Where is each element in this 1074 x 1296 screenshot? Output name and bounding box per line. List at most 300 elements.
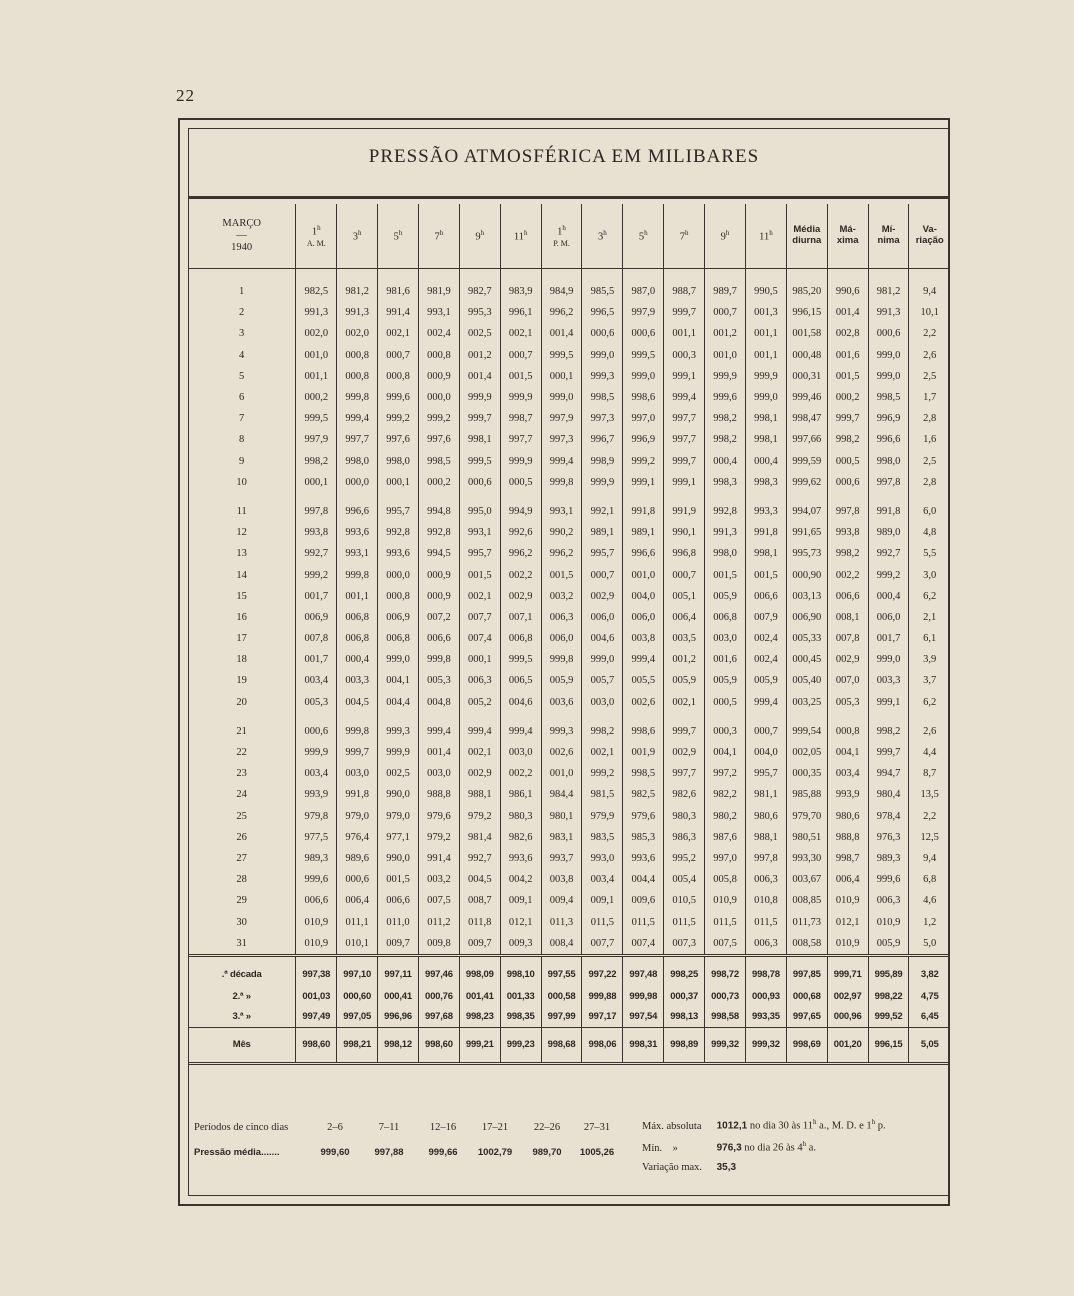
min-label-wrap: [642, 1143, 714, 1154]
day-cell: 6: [239, 392, 245, 404]
value-cell: 000,7: [745, 721, 786, 742]
value-cell: 991,8: [868, 501, 909, 522]
var-label: Variação max.: [642, 1162, 703, 1173]
value-cell: 985,88: [786, 784, 827, 805]
value-cell: 980,51: [786, 827, 827, 848]
value-cell: 012,1: [500, 911, 541, 932]
spacer-cell: [296, 713, 337, 721]
day-cell: 17: [236, 633, 247, 645]
value-cell: 991,3: [705, 522, 746, 543]
summary-value: 000,60: [337, 987, 378, 1007]
value-cell: 979,6: [418, 806, 459, 827]
hour-header: [418, 204, 459, 269]
value-cell: 999,4: [541, 451, 582, 472]
value-cell: 998,3: [745, 472, 786, 493]
min-sup: h: [802, 1140, 807, 1148]
value-cell: 006,3: [745, 933, 786, 956]
value-cell: 983,5: [582, 827, 623, 848]
value-cell: 001,4: [827, 302, 868, 323]
spacer-row: [188, 493, 950, 501]
minima-header-line2: nima: [877, 235, 900, 246]
value-cell: 000,1: [296, 472, 337, 493]
summary-value: 998,60: [418, 1027, 459, 1063]
table-body: [188, 269, 950, 1064]
value-cell: 997,3: [541, 429, 582, 450]
day-cell: 19: [236, 675, 247, 687]
value-cell: 001,0: [296, 345, 337, 366]
spacer-cell: [541, 493, 582, 501]
value-cell: 009,4: [541, 890, 582, 911]
table-row: [188, 670, 950, 691]
value-cell: 999,9: [705, 366, 746, 387]
value-cell: 991,3: [337, 302, 378, 323]
value-cell: 992,6: [500, 522, 541, 543]
hour-header: [378, 204, 419, 269]
value-cell: 009,7: [378, 933, 419, 956]
value-cell: 997,9: [623, 302, 664, 323]
period-label: 27–31: [583, 1122, 611, 1133]
summary-value: 997,10: [337, 955, 378, 987]
value-cell: 994,7: [868, 763, 909, 784]
day-cell: 1: [239, 286, 245, 298]
value-cell: 982,2: [705, 784, 746, 805]
value-cell: 998,5: [623, 763, 664, 784]
value-cell: 006,5: [500, 670, 541, 691]
value-cell: 999,4: [337, 408, 378, 429]
spacer-cell: [664, 493, 705, 501]
value-cell: 000,6: [582, 323, 623, 344]
day-cell: 16: [236, 611, 247, 623]
value-cell: 004,0: [745, 742, 786, 763]
spacer-cell: [827, 713, 868, 721]
hour-header: [459, 204, 500, 269]
value-cell: 005,40: [786, 670, 827, 691]
value-cell: 003,25: [786, 692, 827, 713]
value-cell: 999,6: [868, 869, 909, 890]
value-cell: 997,7: [664, 408, 705, 429]
value-cell: 993,8: [296, 522, 337, 543]
value-cell: 000,45: [786, 649, 827, 670]
min-mark: »: [672, 1142, 678, 1154]
summary-value: 998,10: [500, 955, 541, 987]
pressao-media-label: Pressão média.......: [194, 1147, 280, 1158]
value-cell: 010,1: [337, 933, 378, 956]
value-cell: 999,0: [868, 649, 909, 670]
value-cell: 011,2: [418, 911, 459, 932]
value-cell: 004,0: [623, 586, 664, 607]
value-cell: 000,2: [296, 387, 337, 408]
value-cell: 5,0: [909, 933, 950, 956]
value-cell: 002,9: [827, 649, 868, 670]
summary-value: 997,48: [623, 955, 664, 987]
summary-value: 001,20: [827, 1027, 868, 1063]
value-cell: 999,0: [541, 387, 582, 408]
spacer-row: [188, 269, 950, 282]
spacer-cell: [337, 269, 378, 282]
value-cell: 5,5: [909, 543, 950, 564]
summary-value: 999,21: [459, 1027, 500, 1063]
value-cell: 999,2: [418, 408, 459, 429]
value-cell: 005,9: [664, 670, 705, 691]
value-cell: 995,73: [786, 543, 827, 564]
max-label: Máx. absoluta: [642, 1120, 702, 1132]
value-cell: 000,4: [745, 451, 786, 472]
value-cell: 999,9: [500, 451, 541, 472]
spacer-cell: [459, 269, 500, 282]
value-cell: 007,9: [745, 607, 786, 628]
hour-sup: h: [644, 228, 648, 237]
value-cell: 000,1: [459, 649, 500, 670]
spacer-cell: [459, 713, 500, 721]
value-cell: 006,3: [868, 890, 909, 911]
spacer-cell: [459, 493, 500, 501]
value-cell: 993,6: [378, 543, 419, 564]
value-cell: 001,7: [296, 649, 337, 670]
period-pressure-value: 999,60: [320, 1147, 350, 1158]
maxima-header: [827, 204, 868, 269]
value-cell: 1,7: [909, 387, 950, 408]
min-text: no dia 26 às 4: [744, 1142, 803, 1154]
value-cell: 998,9: [582, 451, 623, 472]
value-cell: 998,2: [296, 451, 337, 472]
value-cell: 000,7: [500, 345, 541, 366]
value-cell: 999,8: [337, 387, 378, 408]
value-cell: 977,5: [296, 827, 337, 848]
value-cell: 999,7: [664, 721, 705, 742]
value-cell: 999,7: [827, 408, 868, 429]
value-cell: 996,8: [664, 543, 705, 564]
value-cell: 999,7: [337, 742, 378, 763]
value-cell: 999,5: [541, 345, 582, 366]
value-cell: 980,3: [500, 806, 541, 827]
table-row: [188, 869, 950, 890]
value-cell: 001,5: [378, 869, 419, 890]
value-cell: 980,4: [868, 784, 909, 805]
summary-value: 998,22: [868, 987, 909, 1007]
value-cell: 990,2: [541, 522, 582, 543]
summary-value: 999,23: [500, 1027, 541, 1063]
value-cell: 010,8: [745, 890, 786, 911]
value-cell: 006,8: [337, 607, 378, 628]
value-cell: 997,66: [786, 429, 827, 450]
value-cell: 999,7: [664, 451, 705, 472]
value-cell: 988,1: [745, 827, 786, 848]
value-cell: 988,8: [418, 784, 459, 805]
value-cell: 993,1: [459, 522, 500, 543]
value-cell: 005,3: [827, 692, 868, 713]
value-cell: 002,9: [582, 586, 623, 607]
value-cell: 998,0: [378, 451, 419, 472]
value-cell: 005,9: [745, 670, 786, 691]
hour-sup: h: [439, 228, 444, 237]
day-cell: 14: [236, 569, 247, 581]
value-cell: 006,9: [378, 607, 419, 628]
value-cell: 999,6: [705, 387, 746, 408]
value-cell: 980,1: [541, 806, 582, 827]
value-cell: 983,9: [500, 281, 541, 302]
spacer-cell: [418, 493, 459, 501]
value-cell: 989,3: [868, 848, 909, 869]
value-cell: 984,4: [541, 784, 582, 805]
value-cell: 999,0: [868, 345, 909, 366]
value-cell: 999,9: [459, 387, 500, 408]
day-cell: 21: [236, 725, 247, 737]
value-cell: 998,1: [745, 408, 786, 429]
value-cell: 011,5: [623, 911, 664, 932]
value-cell: 981,9: [418, 281, 459, 302]
value-cell: 980,3: [664, 806, 705, 827]
value-cell: 004,1: [378, 670, 419, 691]
value-cell: 986,3: [664, 827, 705, 848]
value-cell: 990,0: [378, 848, 419, 869]
value-cell: 999,5: [623, 345, 664, 366]
value-cell: 981,5: [582, 784, 623, 805]
decade-summary-row: [188, 987, 950, 1007]
summary-value: 997,68: [418, 1007, 459, 1028]
summary-value: 997,17: [582, 1007, 623, 1028]
spacer-cell: [418, 269, 459, 282]
value-cell: 998,2: [868, 721, 909, 742]
value-cell: 004,8: [418, 692, 459, 713]
table-row: [188, 345, 950, 366]
summary-value: 998,31: [623, 1027, 664, 1063]
value-cell: 993,7: [541, 848, 582, 869]
summary-value: 001,41: [459, 987, 500, 1007]
value-cell: 979,2: [459, 806, 500, 827]
value-cell: 987,0: [623, 281, 664, 302]
summary-value: 999,71: [827, 955, 868, 987]
value-cell: 006,8: [705, 607, 746, 628]
value-cell: 2,5: [909, 366, 950, 387]
day-cell: 7: [239, 413, 245, 425]
value-cell: 002,4: [418, 323, 459, 344]
day-cell: 28: [236, 874, 247, 886]
summary-value: 998,60: [296, 1027, 337, 1063]
minima-header: [868, 204, 909, 269]
value-cell: 001,1: [745, 345, 786, 366]
value-cell: 999,5: [500, 649, 541, 670]
day-cell: 5: [239, 370, 245, 382]
day-cell: 12: [236, 527, 247, 539]
value-cell: 996,5: [582, 302, 623, 323]
value-cell: 995,7: [378, 501, 419, 522]
value-cell: 010,9: [705, 890, 746, 911]
value-cell: 982,6: [664, 784, 705, 805]
spacer-cell: [541, 269, 582, 282]
value-cell: 001,1: [337, 586, 378, 607]
value-cell: 997,6: [418, 429, 459, 450]
spacer-cell: [623, 713, 664, 721]
value-cell: 006,90: [786, 607, 827, 628]
value-cell: 003,3: [868, 670, 909, 691]
hour-label: 11: [759, 231, 770, 243]
value-cell: 001,0: [623, 564, 664, 585]
value-cell: 979,70: [786, 806, 827, 827]
summary-value: 999,52: [868, 1007, 909, 1028]
value-cell: 005,2: [459, 692, 500, 713]
month-label: MARÇO: [222, 217, 261, 229]
day-cell: 26: [236, 831, 247, 843]
value-cell: 993,1: [337, 543, 378, 564]
max-sup: h: [813, 1118, 817, 1126]
summary-label: .ª década: [188, 955, 296, 987]
value-cell: 007,1: [500, 607, 541, 628]
value-cell: 996,6: [868, 429, 909, 450]
value-cell: 005,9: [541, 670, 582, 691]
value-cell: 995,7: [459, 543, 500, 564]
value-cell: 992,8: [418, 522, 459, 543]
value-cell: 1,6: [909, 429, 950, 450]
value-cell: 999,4: [623, 649, 664, 670]
value-cell: 4,6: [909, 890, 950, 911]
value-cell: 999,3: [541, 721, 582, 742]
value-cell: 997,6: [378, 429, 419, 450]
summary-value: 998,78: [745, 955, 786, 987]
value-cell: 993,30: [786, 848, 827, 869]
day-cell: 9: [239, 455, 245, 467]
value-cell: 003,5: [664, 628, 705, 649]
summary-value: 001,03: [296, 987, 337, 1007]
value-cell: 005,1: [664, 586, 705, 607]
table-row: [188, 472, 950, 493]
value-cell: 991,4: [418, 848, 459, 869]
value-cell: 007,0: [827, 670, 868, 691]
value-cell: 991,8: [337, 784, 378, 805]
period-label: 7–11: [378, 1122, 400, 1133]
var-value: 35,3: [716, 1162, 737, 1173]
value-cell: 998,1: [745, 543, 786, 564]
day-cell: 3: [239, 328, 245, 340]
value-cell: 998,1: [745, 429, 786, 450]
value-cell: 002,9: [500, 586, 541, 607]
value-cell: 005,3: [418, 670, 459, 691]
day-cell: 24: [236, 789, 247, 801]
spacer-cell: [541, 713, 582, 721]
value-cell: 999,9: [745, 366, 786, 387]
period-label: 2–6: [327, 1122, 343, 1133]
value-cell: 006,0: [582, 607, 623, 628]
value-cell: 984,9: [541, 281, 582, 302]
value-cell: 982,6: [500, 827, 541, 848]
value-cell: 007,4: [623, 933, 664, 956]
value-cell: 999,7: [868, 742, 909, 763]
year-label: 1940: [231, 242, 253, 254]
min-text-b: a.: [808, 1142, 817, 1154]
spacer-cell: [582, 269, 623, 282]
spacer-cell: [337, 493, 378, 501]
value-cell: 998,5: [868, 387, 909, 408]
max-absoluta: [642, 1118, 886, 1132]
max-text-c: p.: [877, 1120, 886, 1132]
value-cell: 002,9: [664, 742, 705, 763]
value-cell: 000,7: [664, 564, 705, 585]
spacer-cell: [296, 493, 337, 501]
value-cell: 999,8: [541, 649, 582, 670]
value-cell: 992,7: [868, 543, 909, 564]
value-cell: 977,1: [378, 827, 419, 848]
value-cell: 993,9: [827, 784, 868, 805]
summary-value: 998,23: [459, 1007, 500, 1028]
value-cell: 006,3: [459, 670, 500, 691]
day-cell: 18: [236, 654, 247, 666]
value-cell: 000,6: [623, 323, 664, 344]
summary-value: 997,65: [786, 1007, 827, 1028]
day-cell: 20: [236, 696, 247, 708]
value-cell: 985,3: [623, 827, 664, 848]
hour-sup: h: [603, 228, 607, 237]
value-cell: 002,2: [500, 564, 541, 585]
value-cell: 000,0: [418, 387, 459, 408]
table-row: [188, 564, 950, 585]
summary-value: 998,35: [500, 1007, 541, 1028]
value-cell: 2,2: [909, 323, 950, 344]
hour-sub: P. M.: [553, 238, 570, 248]
table-row: [188, 323, 950, 344]
value-cell: 999,62: [786, 472, 827, 493]
value-cell: 007,8: [296, 628, 337, 649]
value-cell: 000,8: [378, 586, 419, 607]
summary-value: 998,21: [337, 1027, 378, 1063]
hour-sup: h: [358, 228, 362, 237]
summary-value: 999,32: [705, 1027, 746, 1063]
value-cell: 993,6: [500, 848, 541, 869]
value-cell: 010,5: [664, 890, 705, 911]
table-row: [188, 890, 950, 911]
value-cell: 000,7: [378, 345, 419, 366]
spacer-cell: [500, 269, 541, 282]
hour-sub: A. M.: [306, 238, 326, 248]
value-cell: 999,0: [582, 345, 623, 366]
value-cell: 002,4: [745, 649, 786, 670]
day-cell: 31: [236, 937, 247, 949]
value-cell: 997,2: [705, 763, 746, 784]
value-cell: 003,4: [296, 763, 337, 784]
summary-value: 996,15: [868, 1027, 909, 1063]
hour-sup: h: [769, 228, 773, 237]
value-cell: 001,6: [705, 649, 746, 670]
value-cell: 003,0: [500, 742, 541, 763]
value-cell: 981,2: [337, 281, 378, 302]
value-cell: 983,1: [541, 827, 582, 848]
hour-sup: h: [398, 228, 403, 237]
value-cell: 002,05: [786, 742, 827, 763]
value-cell: 003,0: [705, 628, 746, 649]
value-cell: 13,5: [909, 784, 950, 805]
summary-value: 999,88: [582, 987, 623, 1007]
spacer-cell: [378, 269, 419, 282]
summary-value: 997,46: [418, 955, 459, 987]
value-cell: 006,4: [827, 869, 868, 890]
value-cell: 002,0: [337, 323, 378, 344]
value-cell: 000,6: [827, 472, 868, 493]
summary-value: 998,09: [459, 955, 500, 987]
spacer-cell: [296, 269, 337, 282]
value-cell: 005,8: [705, 869, 746, 890]
table-row: [188, 721, 950, 742]
value-cell: 000,3: [664, 345, 705, 366]
value-cell: 997,9: [296, 429, 337, 450]
variacao-header-line2: riação: [915, 235, 944, 246]
value-cell: 004,1: [827, 742, 868, 763]
value-cell: 001,3: [745, 302, 786, 323]
value-cell: 001,4: [459, 366, 500, 387]
value-cell: 011,3: [541, 911, 582, 932]
spacer-cell: [745, 269, 786, 282]
value-cell: 976,3: [868, 827, 909, 848]
value-cell: 002,1: [664, 692, 705, 713]
value-cell: 997,8: [296, 501, 337, 522]
value-cell: 982,5: [623, 784, 664, 805]
